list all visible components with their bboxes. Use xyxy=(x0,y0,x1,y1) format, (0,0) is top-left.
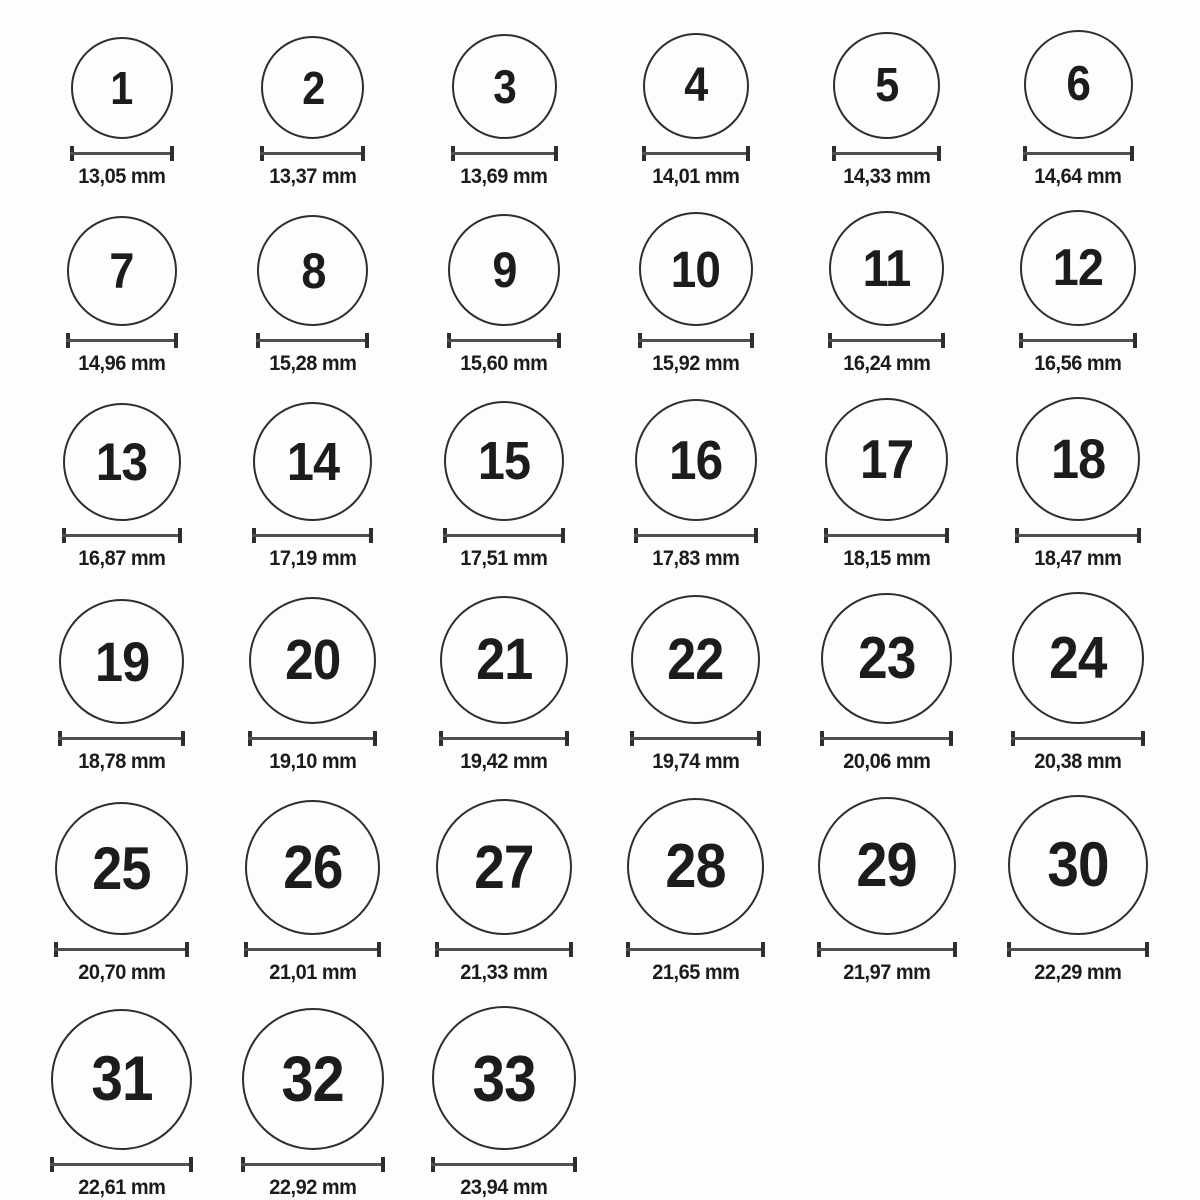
measure-bar xyxy=(638,339,754,342)
measure-bar xyxy=(828,339,945,342)
ring-size-number: 23 xyxy=(858,625,916,691)
ring-circle xyxy=(631,595,760,724)
ring-size-cell xyxy=(791,211,982,377)
diameter-measure-line xyxy=(50,1157,193,1172)
diameter-measure-line xyxy=(447,333,561,348)
measure-bar xyxy=(435,948,573,951)
ring-size-cell xyxy=(409,401,600,572)
ring-size-number: 28 xyxy=(665,831,726,901)
ring-size-number: 1 xyxy=(110,62,133,114)
ring-size-cell xyxy=(983,210,1174,377)
diameter-measure-line xyxy=(634,528,758,543)
measure-bar xyxy=(626,948,765,951)
measure-end-tick xyxy=(181,731,185,746)
measure-end-tick xyxy=(1130,146,1134,161)
ring-size-cell xyxy=(217,1008,408,1200)
ring-size-number: 22 xyxy=(667,626,724,692)
diameter-label: 20,06 mm xyxy=(843,750,931,773)
measure-bar xyxy=(248,737,377,740)
diameter-label: 21,97 mm xyxy=(843,961,931,984)
ring-size-number: 19 xyxy=(94,629,149,693)
diameter-measure-line xyxy=(828,333,945,348)
ring-size-number: 30 xyxy=(1047,829,1109,900)
diameter-measure-line xyxy=(244,942,381,957)
diameter-measure-line xyxy=(824,528,949,543)
ring-circle xyxy=(821,593,952,724)
measure-end-tick xyxy=(937,146,941,161)
diameter-label: 14,33 mm xyxy=(843,165,931,188)
ring-size-number: 29 xyxy=(856,831,918,900)
ring-size-number: 4 xyxy=(684,59,708,112)
measure-end-tick xyxy=(561,528,565,543)
measure-bar xyxy=(1019,339,1137,342)
diameter-measure-line xyxy=(451,146,558,161)
ring-size-cell xyxy=(217,800,408,986)
ring-size-number: 5 xyxy=(875,58,899,112)
measure-bar xyxy=(62,534,182,537)
ring-size-number: 10 xyxy=(671,240,721,298)
measure-end-tick xyxy=(945,528,949,543)
measure-end-tick xyxy=(761,942,765,957)
ring-circle xyxy=(1012,592,1144,724)
diameter-measure-line xyxy=(1019,333,1137,348)
measure-bar xyxy=(451,152,558,155)
ring-circle xyxy=(643,33,749,139)
ring-size-cell xyxy=(791,797,982,986)
diameter-label: 22,61 mm xyxy=(78,1176,166,1199)
ring-circle xyxy=(249,597,376,724)
diameter-label: 16,24 mm xyxy=(843,352,931,375)
measure-bar xyxy=(1011,737,1145,740)
measure-end-tick xyxy=(565,731,569,746)
diameter-label: 18,15 mm xyxy=(843,547,931,570)
diameter-measure-line xyxy=(1023,146,1134,161)
measure-end-tick xyxy=(757,731,761,746)
measure-end-tick xyxy=(170,146,174,161)
measure-end-tick xyxy=(189,1157,193,1172)
diameter-measure-line xyxy=(1015,528,1141,543)
measure-bar xyxy=(241,1163,385,1166)
ring-size-cell xyxy=(983,592,1174,775)
diameter-measure-line xyxy=(252,528,373,543)
measure-bar xyxy=(256,339,369,342)
diameter-measure-line xyxy=(638,333,754,348)
diameter-measure-line xyxy=(66,333,178,348)
measure-end-tick xyxy=(750,333,754,348)
ring-circle xyxy=(245,800,380,935)
ring-circle xyxy=(818,797,956,935)
ring-circle xyxy=(1020,210,1136,326)
diameter-measure-line xyxy=(70,146,174,161)
diameter-measure-line xyxy=(1007,942,1149,957)
diameter-measure-line xyxy=(630,731,761,746)
ring-size-number: 6 xyxy=(1066,57,1091,111)
diameter-measure-line xyxy=(439,731,569,746)
ring-size-cell xyxy=(409,596,600,775)
diameter-label: 20,70 mm xyxy=(78,961,166,984)
measure-end-tick xyxy=(573,1157,577,1172)
diameter-measure-line xyxy=(260,146,365,161)
ring-size-cell xyxy=(217,215,408,377)
measure-bar xyxy=(431,1163,577,1166)
ring-size-cell xyxy=(26,403,217,572)
ring-size-cell xyxy=(791,398,982,572)
diameter-label: 21,65 mm xyxy=(652,961,740,984)
ring-size-cell xyxy=(409,34,600,190)
ring-size-number: 14 xyxy=(286,431,340,492)
diameter-label: 13,37 mm xyxy=(269,165,357,188)
diameter-label: 17,83 mm xyxy=(652,547,740,570)
ring-size-cell xyxy=(600,212,791,377)
diameter-label: 15,92 mm xyxy=(652,352,740,375)
diameter-label: 19,10 mm xyxy=(269,750,357,773)
ring-size-number: 12 xyxy=(1053,239,1104,297)
ring-circle xyxy=(833,32,940,139)
measure-end-tick xyxy=(557,333,561,348)
ring-size-cell xyxy=(600,595,791,775)
measure-end-tick xyxy=(569,942,573,957)
ring-circle xyxy=(257,215,368,326)
ring-circle xyxy=(1016,397,1140,521)
ring-circle xyxy=(639,212,753,326)
diameter-measure-line xyxy=(1011,731,1145,746)
measure-bar xyxy=(630,737,761,740)
ring-circle xyxy=(444,401,564,521)
measure-end-tick xyxy=(361,146,365,161)
measure-end-tick xyxy=(1141,731,1145,746)
diameter-measure-line xyxy=(248,731,377,746)
diameter-label: 22,29 mm xyxy=(1034,961,1122,984)
ring-size-number: 33 xyxy=(472,1041,536,1115)
measure-bar xyxy=(66,339,178,342)
ring-size-cell xyxy=(26,37,217,190)
diameter-label: 13,05 mm xyxy=(78,165,166,188)
ring-size-cell xyxy=(217,597,408,775)
measure-bar xyxy=(642,152,750,155)
measure-end-tick xyxy=(174,333,178,348)
ring-size-cell xyxy=(983,795,1174,986)
ring-circle xyxy=(71,37,173,139)
diameter-label: 14,64 mm xyxy=(1034,165,1122,188)
ring-size-number: 31 xyxy=(91,1044,153,1114)
ring-size-number: 2 xyxy=(301,61,325,114)
ring-size-cell xyxy=(791,32,982,190)
diameter-label: 17,51 mm xyxy=(460,547,548,570)
measure-bar xyxy=(820,737,953,740)
ring-circle xyxy=(627,798,764,935)
ring-circle xyxy=(829,211,944,326)
ring-size-cell xyxy=(26,802,217,986)
diameter-label: 18,78 mm xyxy=(78,750,166,773)
ring-size-number: 32 xyxy=(281,1043,345,1115)
measure-bar xyxy=(260,152,365,155)
diameter-label: 14,96 mm xyxy=(78,352,166,375)
measure-end-tick xyxy=(746,146,750,161)
ring-size-cell xyxy=(600,399,791,572)
diameter-label: 14,01 mm xyxy=(652,165,740,188)
ring-size-number: 11 xyxy=(863,239,911,298)
measure-bar xyxy=(1015,534,1141,537)
ring-size-number: 20 xyxy=(285,628,341,692)
diameter-label: 16,56 mm xyxy=(1034,352,1122,375)
diameter-label: 23,94 mm xyxy=(460,1176,548,1199)
measure-end-tick xyxy=(1137,528,1141,543)
ring-size-cell xyxy=(600,33,791,190)
ring-size-cell xyxy=(409,799,600,986)
diameter-label: 19,74 mm xyxy=(652,750,740,773)
measure-bar xyxy=(817,948,957,951)
measure-end-tick xyxy=(373,731,377,746)
diameter-measure-line xyxy=(820,731,953,746)
diameter-label: 21,33 mm xyxy=(460,961,548,984)
measure-end-tick xyxy=(365,333,369,348)
measure-bar xyxy=(447,339,561,342)
diameter-measure-line xyxy=(435,942,573,957)
ring-size-number: 13 xyxy=(96,432,148,492)
diameter-label: 15,60 mm xyxy=(460,352,548,375)
ring-circle xyxy=(436,799,572,935)
ring-size-number: 16 xyxy=(669,428,723,491)
measure-end-tick xyxy=(1145,942,1149,957)
measure-bar xyxy=(824,534,949,537)
ring-circle xyxy=(452,34,557,139)
measure-bar xyxy=(244,948,381,951)
ring-size-cell xyxy=(26,216,217,377)
ring-size-number: 24 xyxy=(1049,624,1107,691)
measure-bar xyxy=(58,737,185,740)
measure-end-tick xyxy=(377,942,381,957)
ring-size-number: 26 xyxy=(283,833,343,901)
ring-circle xyxy=(432,1006,576,1150)
measure-end-tick xyxy=(1133,333,1137,348)
measure-end-tick xyxy=(185,942,189,957)
diameter-label: 16,87 mm xyxy=(78,547,166,570)
diameter-label: 18,47 mm xyxy=(1034,547,1122,570)
ring-size-number: 27 xyxy=(474,832,534,901)
ring-circle xyxy=(55,802,188,935)
diameter-measure-line xyxy=(817,942,957,957)
diameter-measure-line xyxy=(241,1157,385,1172)
ring-circle xyxy=(1024,30,1133,139)
ring-circle xyxy=(253,402,372,521)
measure-end-tick xyxy=(554,146,558,161)
ring-circle xyxy=(242,1008,384,1150)
diameter-label: 17,19 mm xyxy=(269,547,357,570)
diameter-measure-line xyxy=(443,528,565,543)
ring-size-number: 25 xyxy=(92,834,151,902)
measure-bar xyxy=(252,534,373,537)
ring-size-cell xyxy=(409,1006,600,1200)
measure-bar xyxy=(50,1163,193,1166)
ring-size-number: 15 xyxy=(478,431,531,491)
measure-end-tick xyxy=(369,528,373,543)
measure-end-tick xyxy=(941,333,945,348)
measure-bar xyxy=(443,534,565,537)
ring-circle xyxy=(59,599,184,724)
ring-size-cell xyxy=(217,402,408,572)
diameter-label: 15,28 mm xyxy=(269,352,357,375)
ring-size-cell xyxy=(983,397,1174,572)
ring-size-number: 3 xyxy=(492,60,516,113)
ring-circle xyxy=(63,403,181,521)
ring-circle xyxy=(1008,795,1148,935)
measure-bar xyxy=(634,534,758,537)
ring-circle xyxy=(51,1009,192,1150)
diameter-measure-line xyxy=(642,146,750,161)
ring-size-cell xyxy=(600,798,791,986)
measure-end-tick xyxy=(381,1157,385,1172)
measure-bar xyxy=(439,737,569,740)
measure-bar xyxy=(1023,152,1134,155)
ring-circle xyxy=(825,398,948,521)
diameter-measure-line xyxy=(58,731,185,746)
ring-circle xyxy=(67,216,177,326)
ring-size-number: 7 xyxy=(109,243,134,299)
measure-end-tick xyxy=(754,528,758,543)
measure-bar xyxy=(70,152,174,155)
diameter-label: 19,42 mm xyxy=(460,750,548,773)
ring-size-number: 8 xyxy=(300,242,326,299)
ring-size-cell xyxy=(791,593,982,775)
ring-circle xyxy=(635,399,757,521)
ring-size-cell xyxy=(26,599,217,775)
ring-size-cell xyxy=(409,214,600,377)
measure-bar xyxy=(1007,948,1149,951)
diameter-measure-line xyxy=(832,146,941,161)
ring-circle xyxy=(261,36,364,139)
measure-bar xyxy=(832,152,941,155)
ring-size-grid xyxy=(26,30,1174,1200)
ring-size-number: 17 xyxy=(860,428,914,490)
measure-end-tick xyxy=(949,731,953,746)
measure-end-tick xyxy=(178,528,182,543)
diameter-label: 20,38 mm xyxy=(1034,750,1122,773)
diameter-measure-line xyxy=(256,333,369,348)
ring-size-cell xyxy=(983,30,1174,190)
diameter-measure-line xyxy=(626,942,765,957)
diameter-label: 13,69 mm xyxy=(460,165,548,188)
diameter-measure-line xyxy=(431,1157,577,1172)
ring-circle xyxy=(440,596,568,724)
ring-size-number: 9 xyxy=(492,242,517,298)
ring-size-number: 18 xyxy=(1051,427,1106,490)
ring-size-cell xyxy=(217,36,408,190)
diameter-label: 22,92 mm xyxy=(269,1176,357,1199)
diameter-measure-line xyxy=(54,942,189,957)
ring-size-number: 21 xyxy=(476,627,533,692)
measure-end-tick xyxy=(953,942,957,957)
ring-circle xyxy=(448,214,560,326)
diameter-measure-line xyxy=(62,528,182,543)
ring-size-cell xyxy=(26,1009,217,1200)
measure-bar xyxy=(54,948,189,951)
diameter-label: 21,01 mm xyxy=(269,961,357,984)
